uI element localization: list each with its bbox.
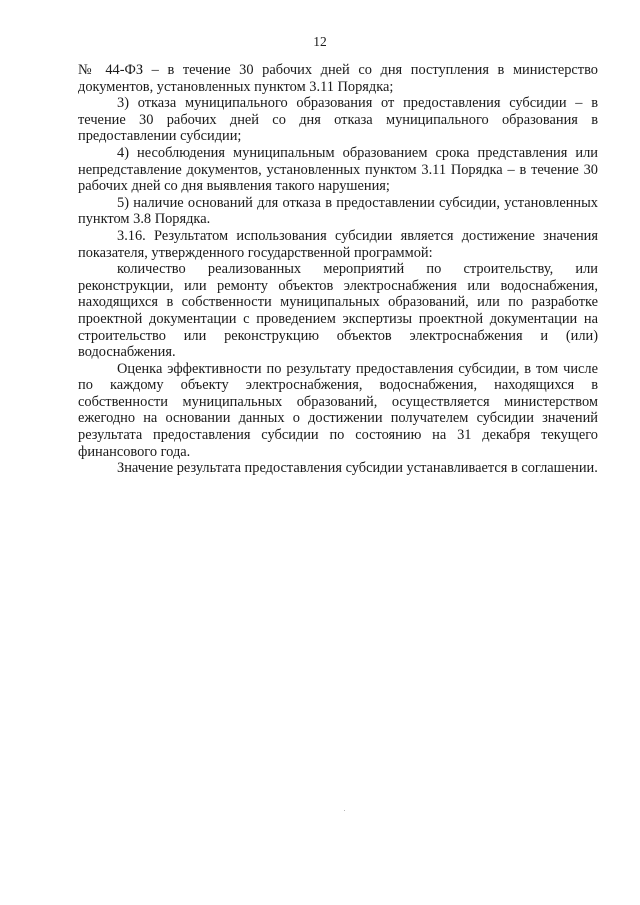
paragraph-3-16: 3.16. Результатом использования субсидии является достижение значения показателя, утвержденного государственной программой: xyxy=(78,227,598,261)
paragraph-item-3: 3) отказа муниципального образования от предоставления субсидии – в течение 30 рабочих дней со дня отказа муниципального образования в предоставлении субсидии; xyxy=(78,95,598,145)
paragraph-efficiency-assessment: Оценка эффективности по результату предоставления субсидии, в том числе по каждому объекту электроснабжения, водоснабжения, находящихся в собственности муниципальных образований, осуществляется министерством ежегодно на основании данных о достижении получателем субсидии значений результата предоставления субсидии по состоянию на 31 декабря текущего финансового года. xyxy=(78,360,598,460)
page-number: 12 xyxy=(313,34,327,49)
paragraph-continuation: № 44-ФЗ – в течение 30 рабочих дней со дня поступления в министерство документов, установленных пунктом 3.11 Порядка; xyxy=(78,62,598,95)
scan-speck xyxy=(344,810,345,811)
paragraph-item-4: 4) несоблюдения муниципальным образованием срока представления или непредставление документов, установленных пунктом 3.11 Порядка – в течение 30 рабочих дней со дня выявления такого нарушения; xyxy=(78,144,598,195)
paragraph-item-5: 5) наличие оснований для отказа в предоставлении субсидии, установленных пунктом 3.8 Порядка. xyxy=(78,194,598,228)
paragraph-result-value: Значение результата предоставления субсидии устанавливается в соглашении. xyxy=(117,460,598,477)
document-body xyxy=(78,62,598,477)
paragraph-indicator: количество реализованных мероприятий по строительству, или реконструкции, или ремонту объектов электроснабжения или водоснабжения, находящихся в собственности муниципальных образований, или по разработке проектной документации с проведением экспертизы проектной документации на строительство или реконструкцию объектов электроснабжения и (или) водоснабжения. xyxy=(78,261,598,361)
